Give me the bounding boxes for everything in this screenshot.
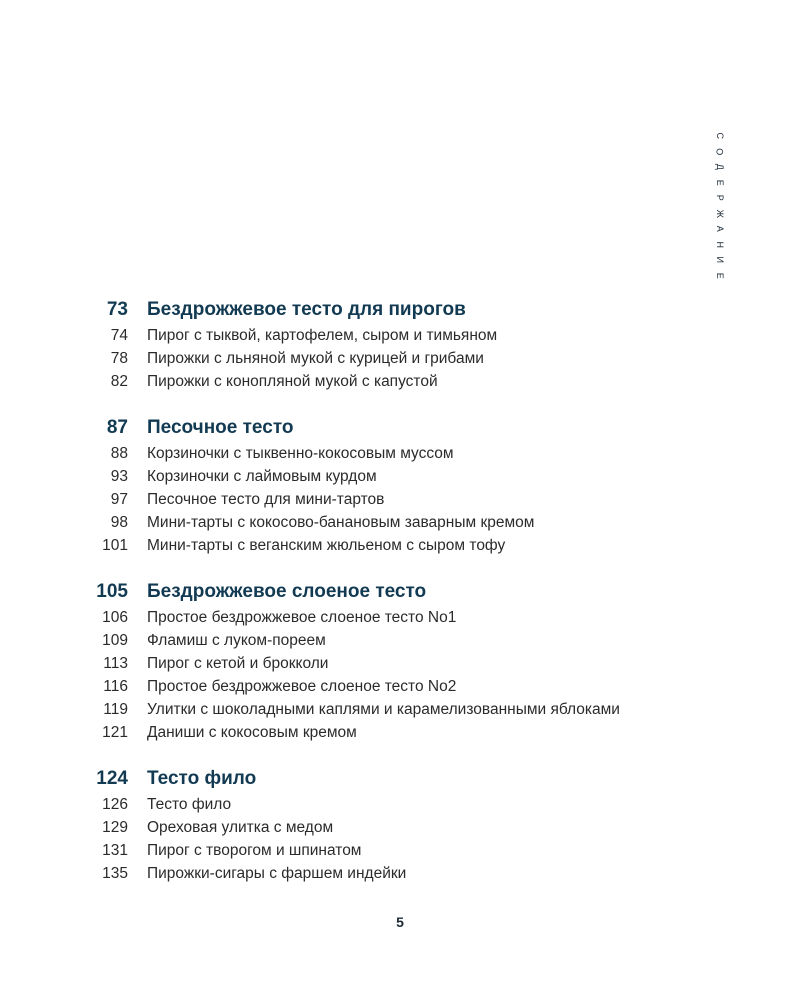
toc-section (0, 578, 800, 744)
chapter-title: Бездрожжевое тесто для пирогов (147, 299, 466, 320)
toc-section (0, 296, 800, 393)
toc-entry[interactable] (0, 816, 800, 839)
entry-title: Корзиночки с лаймовым курдом (147, 468, 377, 485)
entry-page-number: 74 (110, 327, 128, 344)
entry-page-number: 129 (102, 819, 128, 836)
toc-entry[interactable] (0, 629, 800, 652)
entry-title: Пирожки-сигары с фаршем индейки (147, 865, 407, 882)
entry-title: Пирог с творогом и шпинатом (147, 842, 362, 859)
toc-chapter-heading[interactable] (0, 765, 800, 793)
entry-title: Корзиночки с тыквенно-кокосовым муссом (147, 445, 454, 462)
toc-entry[interactable] (0, 370, 800, 393)
entry-page-number: 119 (103, 701, 128, 718)
entry-page-number: 109 (102, 632, 128, 649)
toc-entry[interactable] (0, 347, 800, 370)
entry-title: Простое бездрожжевое слоеное тесто No1 (147, 609, 457, 626)
toc-section (0, 414, 800, 557)
toc-entry[interactable] (0, 324, 800, 347)
chapter-page-number: 124 (96, 768, 128, 789)
side-label-letter: С (714, 132, 725, 139)
entry-page-number: 126 (102, 796, 128, 813)
side-label-letter: Ж (714, 209, 725, 218)
toc-entry[interactable] (0, 652, 800, 675)
toc-chapter-heading[interactable] (0, 414, 800, 442)
toc-entry[interactable] (0, 511, 800, 534)
entry-page-number: 88 (110, 445, 128, 462)
section-label-vertical (712, 128, 726, 283)
entry-title: Тесто фило (147, 796, 232, 813)
toc-section (0, 765, 800, 885)
entry-page-number: 101 (102, 537, 128, 554)
toc-entry[interactable] (0, 698, 800, 721)
side-label-letter: Е (714, 179, 725, 186)
entry-title: Мини-тарты с веганским жюльеном с сыром тофу (147, 537, 506, 554)
entry-page-number: 82 (110, 373, 128, 390)
toc-entry[interactable] (0, 721, 800, 744)
entry-title: Ореховая улитка с медом (147, 819, 334, 836)
toc-entry[interactable] (0, 534, 800, 557)
side-label-letter: И (714, 256, 725, 263)
entry-page-number: 131 (102, 842, 128, 859)
entry-page-number: 135 (102, 865, 128, 882)
entry-title: Мини-тарты с кокосово-банановым заварным кремом (147, 514, 535, 531)
toc-entry[interactable] (0, 793, 800, 816)
toc-entry[interactable] (0, 839, 800, 862)
side-label-letter: А (714, 225, 725, 232)
toc-chapter-heading[interactable] (0, 578, 800, 606)
entry-title: Простое бездрожжевое слоеное тесто No2 (147, 678, 457, 695)
toc-entry[interactable] (0, 442, 800, 465)
entry-page-number: 78 (110, 350, 128, 367)
table-of-contents (0, 296, 800, 906)
chapter-title: Тесто фило (147, 768, 257, 789)
entry-page-number: 113 (103, 655, 128, 672)
toc-chapter-heading[interactable] (0, 296, 800, 324)
entry-page-number: 116 (103, 678, 128, 695)
entry-title: Фламиш с луком-пореем (147, 632, 326, 649)
side-label-letter: Е (714, 272, 725, 279)
entry-title: Улитки с шоколадными каплями и карамелизованными яблоками (147, 701, 620, 718)
entry-title: Пирог с кетой и брокколи (147, 655, 329, 672)
toc-entry[interactable] (0, 488, 800, 511)
chapter-page-number: 73 (106, 299, 128, 320)
entry-page-number: 93 (110, 468, 128, 485)
entry-page-number: 98 (110, 514, 128, 531)
entry-page-number: 121 (102, 724, 128, 741)
entry-title: Пирожки с льняной мукой с курицей и грибами (147, 350, 484, 367)
side-label-letter: Р (714, 194, 725, 201)
chapter-title: Песочное тесто (147, 417, 294, 438)
toc-entry[interactable] (0, 675, 800, 698)
entry-title: Пирог с тыквой, картофелем, сыром и тимьяном (147, 327, 498, 344)
entry-page-number: 97 (110, 491, 128, 508)
toc-entry[interactable] (0, 606, 800, 629)
side-label-letter: Н (714, 241, 725, 248)
chapter-page-number: 105 (96, 581, 128, 602)
side-label-letter: Д (714, 163, 725, 170)
chapter-page-number: 87 (106, 417, 128, 438)
entry-title: Даниши с кокосовым кремом (147, 724, 357, 741)
entry-page-number: 106 (102, 609, 128, 626)
chapter-title: Бездрожжевое слоеное тесто (147, 581, 427, 602)
toc-entry[interactable] (0, 465, 800, 488)
entry-title: Пирожки с конопляной мукой с капустой (147, 373, 438, 390)
entry-title: Песочное тесто для мини-тартов (147, 491, 385, 508)
toc-entry[interactable] (0, 862, 800, 885)
side-label-letter: О (714, 147, 725, 155)
page-number: 5 (396, 914, 404, 930)
